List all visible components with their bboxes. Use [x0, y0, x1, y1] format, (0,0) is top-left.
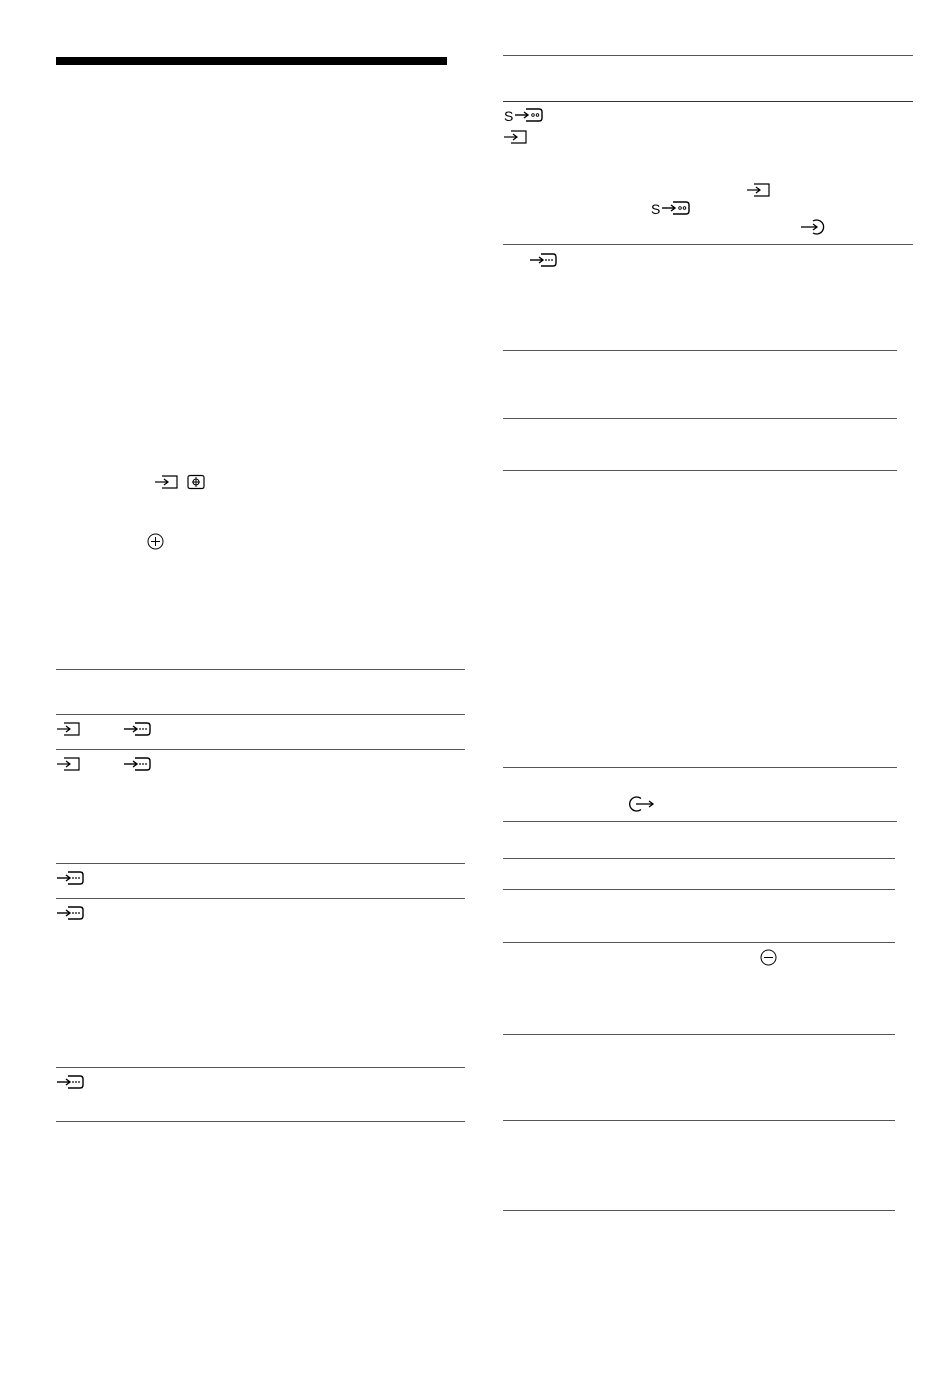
digital-input-icon — [123, 756, 151, 772]
section-title-bar — [56, 57, 447, 65]
table-rule — [503, 418, 897, 419]
s-video-input-icon — [661, 200, 691, 216]
power-minus-icon — [760, 949, 777, 966]
table-rule — [503, 942, 895, 943]
s-video-prefix: S — [504, 108, 514, 124]
output-icon — [626, 795, 654, 813]
digital-input-icon — [56, 1074, 84, 1090]
video-input-icon — [56, 721, 82, 737]
digital-input-icon — [529, 252, 557, 268]
s-video-prefix: S — [651, 201, 661, 217]
table-rule — [503, 821, 897, 822]
video-input-icon — [503, 129, 529, 145]
video-input-icon — [154, 474, 180, 490]
digital-input-icon — [56, 905, 84, 921]
table-rule — [503, 1120, 895, 1121]
table-rule — [503, 1210, 895, 1211]
s-video-input-icon — [514, 107, 544, 123]
table-rule — [56, 1067, 465, 1068]
video-input-icon — [56, 756, 82, 772]
table-rule — [503, 889, 895, 890]
power-plus-icon — [147, 533, 164, 550]
table-rule — [56, 749, 465, 750]
digital-input-icon — [56, 870, 84, 886]
table-rule — [503, 55, 913, 56]
table-rule — [56, 669, 465, 670]
table-rule — [503, 470, 897, 471]
table-rule — [56, 1121, 465, 1122]
table-rule — [56, 863, 465, 864]
table-rule — [503, 244, 913, 245]
table-rule — [503, 767, 897, 768]
table-rule — [503, 101, 913, 102]
component-input-icon — [187, 474, 205, 490]
table-rule — [56, 714, 465, 715]
circle-input-icon — [800, 218, 828, 236]
table-rule — [503, 1034, 895, 1035]
table-rule — [503, 858, 895, 859]
table-rule — [56, 898, 465, 899]
digital-input-icon — [123, 721, 151, 737]
video-input-icon — [746, 182, 772, 198]
table-rule — [503, 350, 897, 351]
